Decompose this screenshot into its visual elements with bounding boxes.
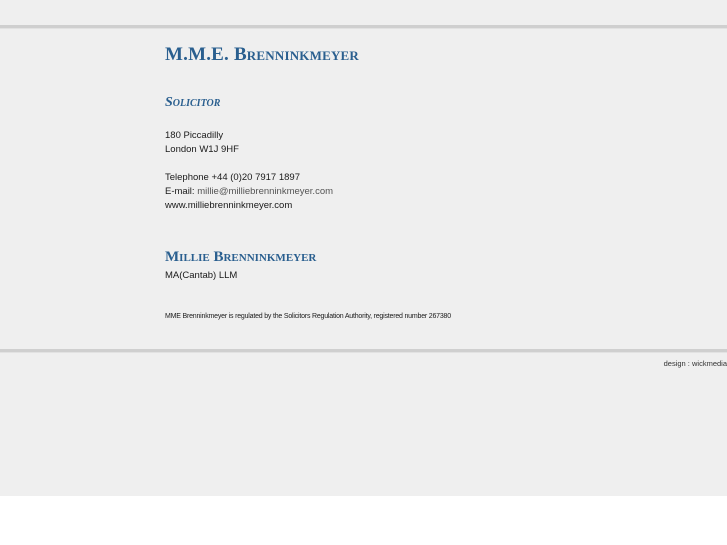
telephone-number: +44 (0)20 7917 1897 <box>211 172 300 183</box>
email-link[interactable]: millie@milliebrenninkmeyer.com <box>197 186 334 197</box>
address-line-2: London W1J 9HF <box>165 144 239 155</box>
telephone-line <box>165 171 333 185</box>
bottom-divider <box>0 349 727 353</box>
design-credit <box>664 359 727 368</box>
top-divider <box>0 25 727 29</box>
role-heading: Solicitor <box>165 95 221 110</box>
address-line-1: 180 Piccadilly <box>165 130 224 141</box>
person-name-heading: Millie Brenninkmeyer <box>165 249 317 265</box>
regulatory-notice: MME Brenninkmeyer is regulated by the Solicitors Regulation Authority, registered number 267380 <box>165 313 451 320</box>
address-block <box>165 129 239 157</box>
qualifications-text: MA(Cantab) LLM <box>165 270 238 281</box>
email-line <box>165 185 333 199</box>
firm-name-heading: M.M.E. Brenninkmeyer <box>165 44 359 65</box>
contact-block <box>165 171 333 213</box>
credit-prefix: design : <box>663 359 690 368</box>
email-label: E-mail: <box>165 186 195 197</box>
credit-link[interactable]: wickmedia <box>691 359 727 368</box>
telephone-label: Telephone <box>165 172 209 183</box>
website-text: www.milliebrenninkmeyer.com <box>165 200 293 211</box>
